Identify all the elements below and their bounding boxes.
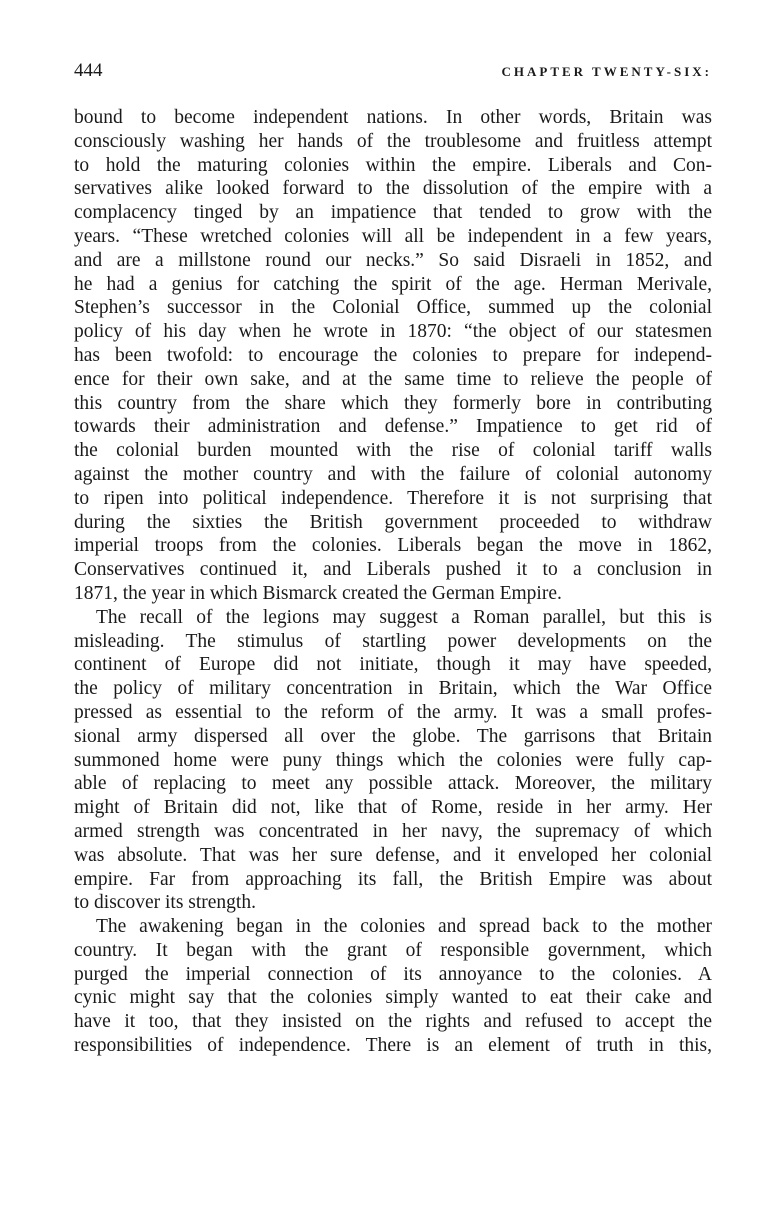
text-line: during the sixties the British government proceeded to withdraw <box>74 511 712 533</box>
text-line: consciously washing her hands of the troublesome and fruitless attempt <box>74 130 712 152</box>
paragraph <box>74 915 712 1058</box>
text-line: ence for their own sake, and at the same time to relieve the people of <box>74 368 712 390</box>
text-line: and are a millstone round our necks.” So said Disraeli in 1852, and <box>74 249 712 271</box>
book-page <box>74 60 712 1058</box>
text-line: Conservatives continued it, and Liberals pushed it to a conclusion in <box>74 559 712 581</box>
text-line: servatives alike looked forward to the dissolution of the empire with a <box>74 178 712 200</box>
running-head <box>74 60 712 100</box>
text-line: complacency tinged by an impatience that tended to grow with the <box>74 202 712 224</box>
text-line: years. “These wretched colonies will all be independent in a few years, <box>74 225 712 247</box>
body-text <box>74 106 712 1058</box>
text-line: able of replacing to meet any possible attack. Moreover, the military <box>74 773 712 795</box>
text-line: to hold the maturing colonies within the empire. Liberals and Con- <box>74 154 712 176</box>
text-line: Stephen’s successor in the Colonial Office, summed up the colonial <box>74 297 712 319</box>
text-line: policy of his day when he wrote in 1870: “the object of our statesmen <box>74 321 712 343</box>
text-line: 1871, the year in which Bismarck created the German Empire. <box>74 582 562 604</box>
text-line: cynic might say that the colonies simply wanted to eat their cake and <box>74 987 712 1009</box>
text-line: have it too, that they insisted on the rights and refused to accept the <box>74 1011 712 1033</box>
text-line: has been twofold: to encourage the colonies to prepare for independ- <box>74 344 712 366</box>
text-line: was absolute. That was her sure defense, and it enveloped her colonial <box>74 844 712 866</box>
text-line: towards their administration and defense.” Impatience to get rid of <box>74 416 712 438</box>
text-line: empire. Far from approaching its fall, the British Empire was about <box>74 868 712 890</box>
text-line: summoned home were puny things which the colonies were fully cap- <box>74 749 712 771</box>
text-line: imperial troops from the colonies. Liberals began the move in 1862, <box>74 535 712 557</box>
text-line: pressed as essential to the reform of the army. It was a small profes- <box>74 701 712 723</box>
text-line: against the mother country and with the failure of colonial autonomy <box>74 463 712 485</box>
text-line: might of Britain did not, like that of Rome, reside in her army. Her <box>74 797 712 819</box>
text-line: he had a genius for catching the spirit of the age. Herman Merivale, <box>74 273 712 295</box>
text-line: to ripen into political independence. Therefore it is not surprising that <box>74 487 712 509</box>
paragraph <box>74 106 712 606</box>
text-line: to discover its strength. <box>74 892 256 914</box>
text-line: bound to become independent nations. In other words, Britain was <box>74 107 712 128</box>
text-line: the colonial burden mounted with the rise of colonial tariff walls <box>74 440 712 462</box>
paragraph <box>74 606 712 915</box>
chapter-title: CHAPTER TWENTY-SIX: <box>501 64 712 79</box>
text-line: this country from the share which they formerly bore in contributing <box>74 392 712 414</box>
text-line: misleading. The stimulus of startling power developments on the <box>74 630 712 652</box>
text-line: responsibilities of independence. There is an element of truth in this, <box>74 1035 712 1057</box>
text-line: country. It began with the grant of responsible government, which <box>74 939 712 961</box>
text-line: armed strength was concentrated in her navy, the supremacy of which <box>74 820 712 842</box>
text-line: sional army dispersed all over the globe. The garrisons that Britain <box>74 725 712 747</box>
text-line: the policy of military concentration in Britain, which the War Office <box>74 678 712 700</box>
text-line: The recall of the legions may suggest a Roman parallel, but this is <box>96 606 712 628</box>
text-line: The awakening began in the colonies and spread back to the mother <box>96 916 712 938</box>
text-line: continent of Europe did not initiate, though it may have speeded, <box>74 654 712 676</box>
page-number: 444 <box>74 60 103 81</box>
text-line: purged the imperial connection of its annoyance to the colonies. A <box>74 963 712 985</box>
